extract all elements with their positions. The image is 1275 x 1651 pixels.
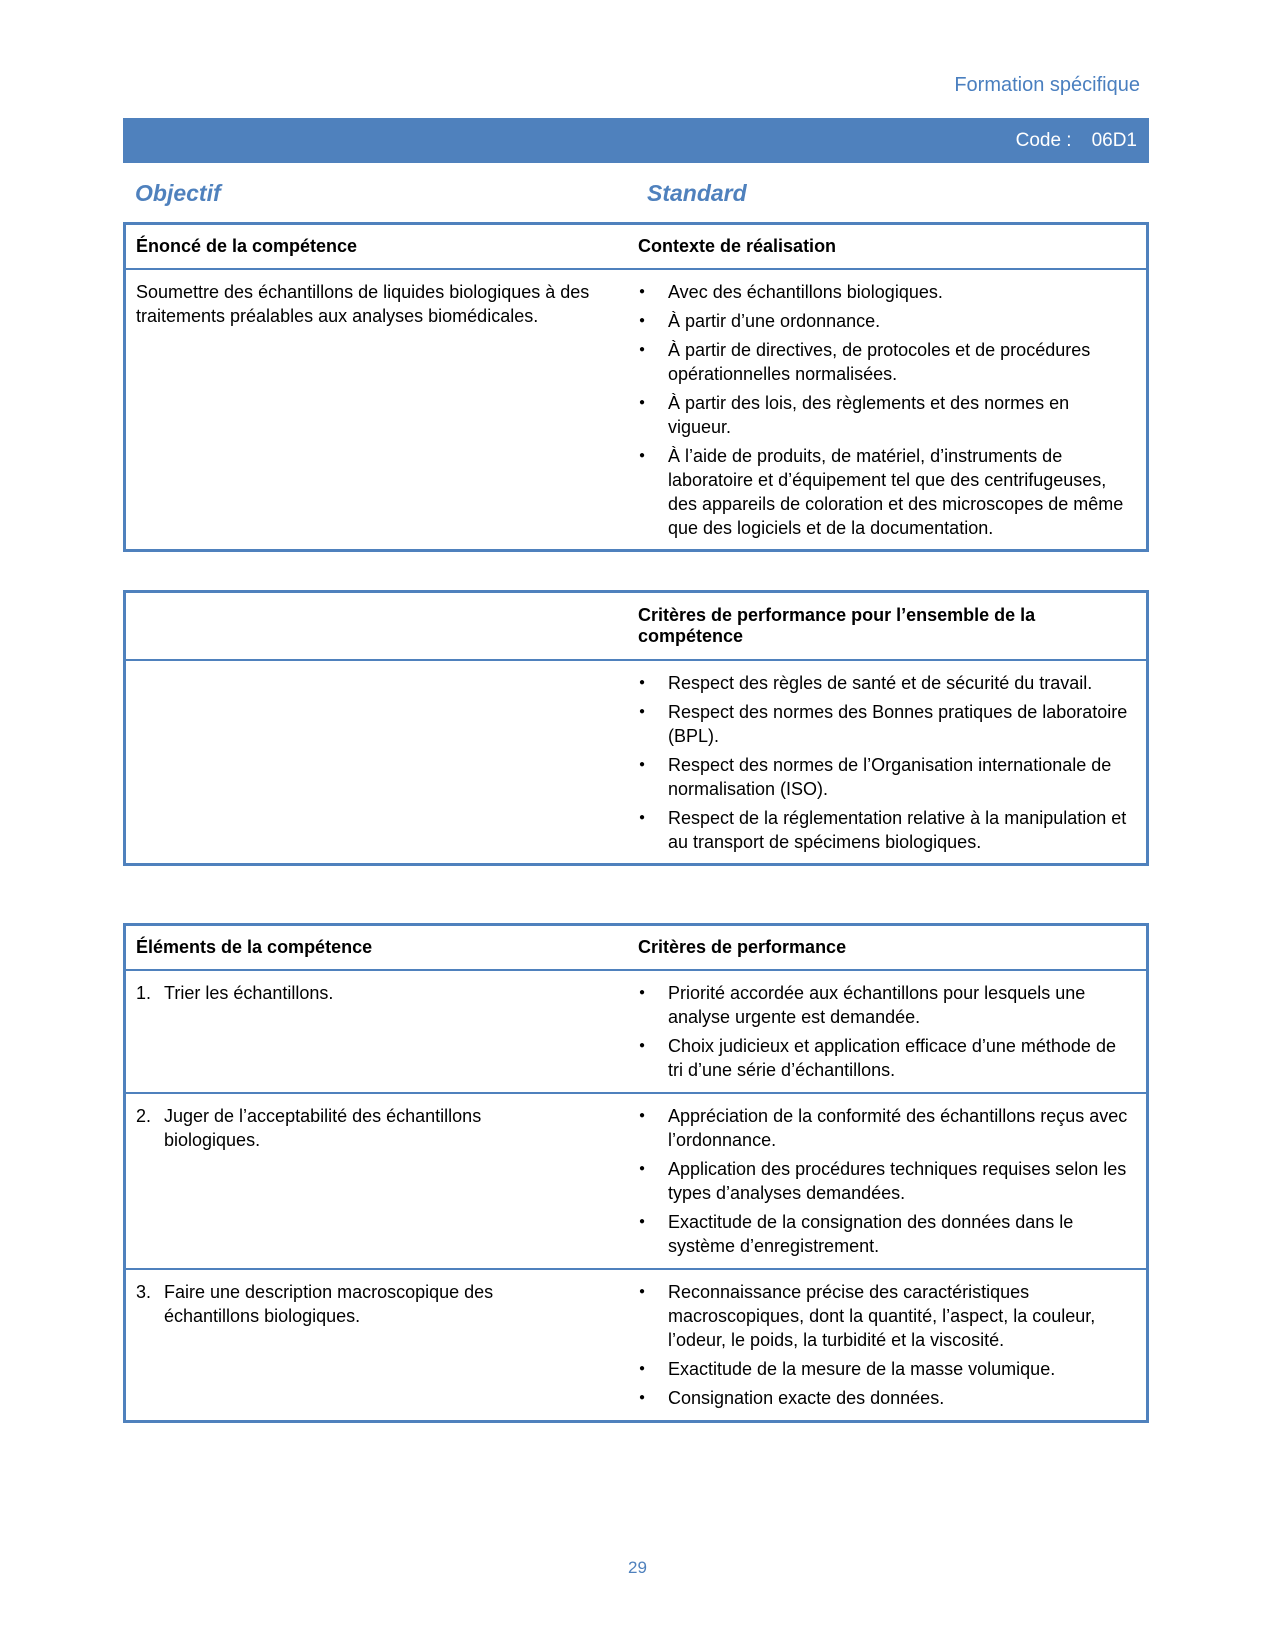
list-item: ● Respect de la réglementation relative à la manipulation et au transport de spécimens biologiques. xyxy=(638,806,1132,854)
criteria-list xyxy=(638,981,1132,1082)
list-item: ● À l’aide de produits, de matériel, d’instruments de laboratoire et d’équipement tel que des centrifugeuses, des appareils de coloration et des microscopes de même que des logiciels et de la documentation. xyxy=(638,444,1132,540)
table-row xyxy=(126,1092,1146,1268)
contexte-heading: Contexte de réalisation xyxy=(638,236,837,256)
code-label: Code : xyxy=(1015,129,1072,151)
list-item: ● Appréciation de la conformité des échantillons reçus avec l’ordonnance. xyxy=(638,1104,1132,1152)
element-number: 1. xyxy=(136,983,152,1003)
list-item: ● Priorité accordée aux échantillons pour lesquels une analyse urgente est demandée. xyxy=(638,981,1132,1029)
list-item: ● À partir d’une ordonnance. xyxy=(638,309,1132,333)
enonce-text: Soumettre des échantillons de liquides biologiques à des traitements préalables aux analyses biomédicales. xyxy=(136,282,590,326)
enonce-contexte-box xyxy=(123,222,1149,552)
code-value: 06D1 xyxy=(1091,129,1137,151)
contexte-list-wrap xyxy=(638,280,1146,545)
element-text: Juger de l’acceptabilité des échantillons biologiques. xyxy=(164,1106,482,1150)
element-item xyxy=(136,1104,548,1152)
ensemble-criteria-box xyxy=(123,590,1149,866)
list-item: ● À partir de directives, de protocoles et de procédures opérationnelles normalisées. xyxy=(638,338,1132,386)
criteria-list xyxy=(638,1280,1132,1410)
list-item: ● Respect des normes des Bonnes pratiques de laboratoire (BPL). xyxy=(638,700,1132,748)
list-item: ● Respect des règles de santé et de sécurité du travail. xyxy=(638,671,1132,695)
box1-body xyxy=(126,270,1146,549)
ensemble-criteria-list xyxy=(638,671,1132,854)
ensemble-heading: Critères de performance pour l’ensemble de la compétence xyxy=(638,605,1036,646)
list-item: ● Consignation exacte des données. xyxy=(638,1386,1132,1410)
page-number: 29 xyxy=(628,1558,647,1577)
list-item: ● Avec des échantillons biologiques. xyxy=(638,280,1132,304)
element-number: 3. xyxy=(136,1282,152,1302)
box2-header xyxy=(126,593,1146,661)
contexte-list xyxy=(638,280,1132,540)
objectif-heading: Objectif xyxy=(135,180,221,206)
formation-label: Formation spécifique xyxy=(954,74,1140,96)
element-number: 2. xyxy=(136,1106,152,1126)
elements-criteria-box xyxy=(123,923,1149,1423)
list-item: ● Exactitude de la consignation des données dans le système d’enregistrement. xyxy=(638,1210,1132,1258)
element-item xyxy=(136,1280,578,1328)
list-item: ● Reconnaissance précise des caractéristiques macroscopiques, dont la quantité, l’aspect, la couleur, l’odeur, le poids, la turbidité et la viscosité. xyxy=(638,1280,1132,1352)
element-text: Trier les échantillons. xyxy=(164,983,334,1003)
elements-heading: Éléments de la compétence xyxy=(136,937,373,957)
element-item xyxy=(136,981,624,1005)
performance-heading: Critères de performance xyxy=(638,937,847,957)
list-item: ● Application des procédures techniques requises selon les types d’analyses demandées. xyxy=(638,1157,1132,1205)
box3-header xyxy=(126,926,1146,971)
list-item: ● Respect des normes de l’Organisation internationale de normalisation (ISO). xyxy=(638,753,1132,801)
list-item: ● Exactitude de la mesure de la masse volumique. xyxy=(638,1357,1132,1381)
box2-body xyxy=(126,661,1146,863)
list-item: ● À partir des lois, des règlements et des normes en vigueur. xyxy=(638,391,1132,439)
list-item: ● Choix judicieux et application efficace d’une méthode de tri d’une série d’échantillons. xyxy=(638,1034,1132,1082)
table-row xyxy=(126,971,1146,1092)
table-row xyxy=(126,1268,1146,1420)
code-banner xyxy=(123,118,1149,163)
box1-header xyxy=(126,225,1146,270)
enonce-heading: Énoncé de la compétence xyxy=(136,236,358,256)
element-text: Faire une description macroscopique des échantillons biologiques. xyxy=(164,1282,494,1326)
standard-heading: Standard xyxy=(647,180,747,206)
criteria-list xyxy=(638,1104,1132,1258)
